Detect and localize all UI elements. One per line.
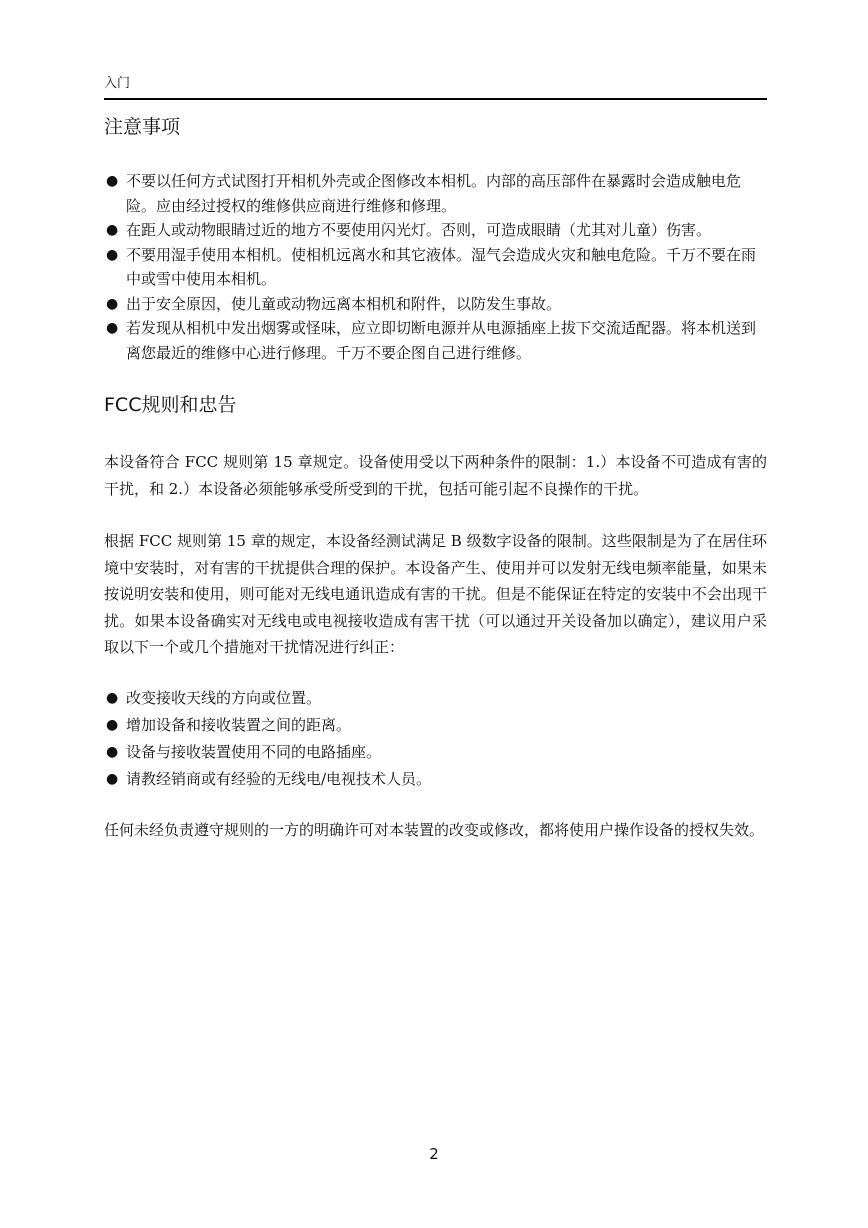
list-item: ● 在距人或动物眼睛过近的地方不要使用闪光灯。否则，可造成眼睛（尤其对儿童）伤害。	[104, 218, 767, 243]
bullet-icon: ●	[106, 743, 119, 760]
fcc-paragraph-2: 根据 FCC 规则第 15 章的规定，本设备经测试满足 B 级数字设备的限制。这些限制是为了在居住环境中安装时，对有害的干扰提供合理的保护。本设备产生、使用并可以发射无线电频率能量，如果未按说明安装和使用，则可能对无线电通讯造成有害的干扰。但是不能保证在特定的安装中不会出现干扰。如果本设备确实对无线电或电视接收造成有害干扰（可以通过开关设备加以确定），建议用户采取以下一个或几个措施对干扰情况进行纠正：	[104, 532, 767, 656]
bullet-icon: ●	[106, 173, 119, 189]
list-item: ● 改变接收天线的方向或位置。	[104, 685, 767, 712]
bullet-icon: ●	[106, 295, 119, 312]
section-title-precautions: 注意事项	[104, 116, 181, 138]
fcc-closing-paragraph: 任何未经负责遵守规则的一方的明确许可对本装置的改变或修改，都将使用户操作设备的授权失效。	[104, 820, 765, 839]
page-header	[104, 72, 767, 100]
precautions-list	[104, 169, 767, 365]
document-body	[104, 113, 767, 843]
bullet-icon: ●	[106, 689, 119, 706]
bullet-icon: ●	[106, 716, 119, 733]
bullet-icon: ●	[106, 320, 119, 336]
list-item: ● 若发现从相机中发出烟雾或怪味，应立即切断电源并从电源插座上拔下交流适配器。将本机送到离您最近的维修中心进行修理。千万不要企图自己进行维修。	[104, 316, 767, 365]
interference-measures-list	[104, 685, 767, 793]
list-item: ● 设备与接收装置使用不同的电路插座。	[104, 739, 767, 766]
list-item: ● 出于安全原因，使儿童或动物远离本相机和附件，以防发生事故。	[104, 292, 767, 317]
header-title: 入门	[104, 76, 131, 91]
bullet-icon: ●	[106, 770, 119, 787]
section-title-fcc: FCC规则和忠告	[104, 394, 237, 416]
page-number: 2	[429, 1145, 439, 1163]
fcc-paragraph-1: 本设备符合 FCC 规则第 15 章规定。设备使用受以下两种条件的限制：1.）本设备不可造成有害的干扰，和 2.）本设备必须能够承受所受到的干扰，包括可能引起不良操作的干扰。	[104, 453, 767, 498]
list-item: ● 请教经销商或有经验的无线电/电视技术人员。	[104, 766, 767, 793]
bullet-icon: ●	[106, 222, 119, 238]
list-item: ● 不要以任何方式试图打开相机外壳或企图修改本相机。内部的高压部件在暴露时会造成触电危险。应由经过授权的维修供应商进行维修和修理。	[104, 169, 767, 218]
bullet-icon: ●	[106, 246, 119, 263]
list-item: ● 不要用湿手使用本相机。使相机远离水和其它液体。湿气会造成火灾和触电危险。千万不要在雨中或雪中使用本相机。	[104, 243, 767, 292]
list-item: ● 增加设备和接收装置之间的距离。	[104, 712, 767, 739]
